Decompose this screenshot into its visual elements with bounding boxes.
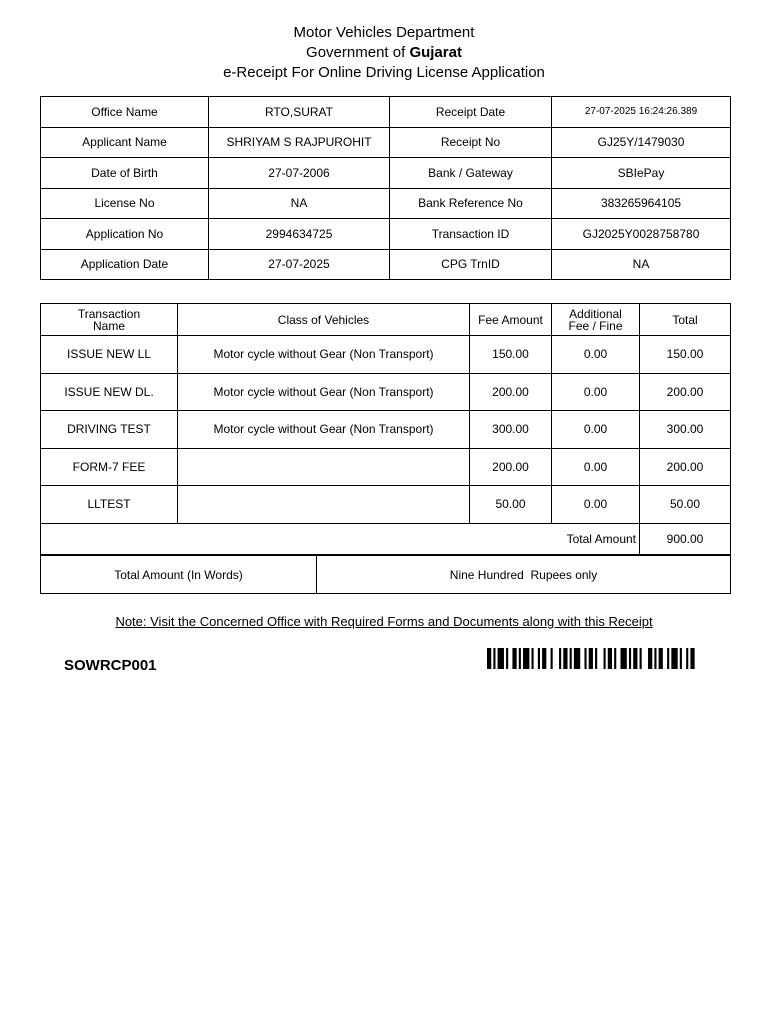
info-value: 2994634725 [209,219,390,250]
info-value: SHRIYAM S RAJPUROHIT [209,127,390,158]
fee-table [40,303,731,555]
info-label: Receipt Date [390,97,552,128]
fee-table-header [41,304,731,336]
government-prefix: Government of [306,44,410,61]
barcode [487,648,701,669]
info-label: Bank Reference No [390,188,552,219]
additional-fee: 0.00 [552,373,640,411]
info-row [41,158,731,189]
receipt-title: e-Receipt For Online Driving License Application [223,64,545,81]
row-total: 200.00 [640,448,731,486]
fee-row [41,486,731,524]
transaction-name: LLTEST [41,486,178,524]
info-value: GJ2025Y0028758780 [552,219,731,250]
header-fee-amount: Fee Amount [470,304,552,336]
department-title: Motor Vehicles Department [293,24,475,41]
info-label: Date of Birth [41,158,209,189]
info-value: RTO,SURAT [209,97,390,128]
total-amount-value: 900.00 [640,523,731,554]
info-label: Office Name [41,97,209,128]
vehicle-class: Motor cycle without Gear (Non Transport) [178,336,470,374]
fee-row [41,373,731,411]
info-label: Receipt No [390,127,552,158]
receipt-code: SOWRCP001 [64,657,157,674]
fee-amount: 150.00 [470,336,552,374]
info-label: Applicant Name [41,127,209,158]
row-total: 300.00 [640,411,731,449]
header-total: Total [640,304,731,336]
state-name: Gujarat [409,44,462,61]
header-class-of-vehicles: Class of Vehicles [178,304,470,336]
row-total: 200.00 [640,373,731,411]
info-label: Transaction ID [390,219,552,250]
info-value: NA [209,188,390,219]
info-row [41,188,731,219]
header-transaction-name: Transaction Name [41,304,178,336]
info-label: Bank / Gateway [390,158,552,189]
additional-fee: 0.00 [552,486,640,524]
info-value: 383265964105 [552,188,731,219]
info-label: License No [41,188,209,219]
info-row [41,97,731,128]
amount-in-words-value: Nine Hundred Rupees only [317,556,731,594]
info-value: 27-07-2025 16:24:26.389 [552,97,731,128]
additional-fee: 0.00 [552,448,640,486]
fee-amount: 200.00 [470,448,552,486]
row-total: 150.00 [640,336,731,374]
vehicle-class [178,486,470,524]
transaction-name: FORM-7 FEE [41,448,178,486]
additional-fee: 0.00 [552,336,640,374]
row-total: 50.00 [640,486,731,524]
transaction-name: ISSUE NEW DL. [41,373,178,411]
info-value: SBIePay [552,158,731,189]
transaction-name: DRIVING TEST [41,411,178,449]
amount-in-words-table [40,555,731,594]
additional-fee: 0.00 [552,411,640,449]
info-value: 27-07-2006 [209,158,390,189]
fee-row [41,448,731,486]
amount-in-words-label: Total Amount (In Words) [41,556,317,594]
info-row [41,127,731,158]
header-additional-fee: Additional Fee / Fine [552,304,640,336]
fee-amount: 200.00 [470,373,552,411]
vehicle-class: Motor cycle without Gear (Non Transport) [178,411,470,449]
vehicle-class: Motor cycle without Gear (Non Transport) [178,373,470,411]
info-row [41,249,731,280]
info-label: CPG TrnID [390,249,552,280]
applicant-info-table [40,96,731,280]
total-amount-label: Total Amount [41,523,640,554]
info-value: GJ25Y/1479030 [552,127,731,158]
info-value: 27-07-2025 [209,249,390,280]
fee-row [41,411,731,449]
vehicle-class [178,448,470,486]
government-line [0,44,768,61]
fee-row [41,336,731,374]
total-amount-row [41,523,731,554]
fee-amount: 300.00 [470,411,552,449]
info-label: Application No [41,219,209,250]
fee-amount: 50.00 [470,486,552,524]
info-row [41,219,731,250]
office-visit-note: Note: Visit the Concerned Office with Required Forms and Documents along with this Receipt [115,614,653,629]
transaction-name: ISSUE NEW LL [41,336,178,374]
info-label: Application Date [41,249,209,280]
info-value: NA [552,249,731,280]
